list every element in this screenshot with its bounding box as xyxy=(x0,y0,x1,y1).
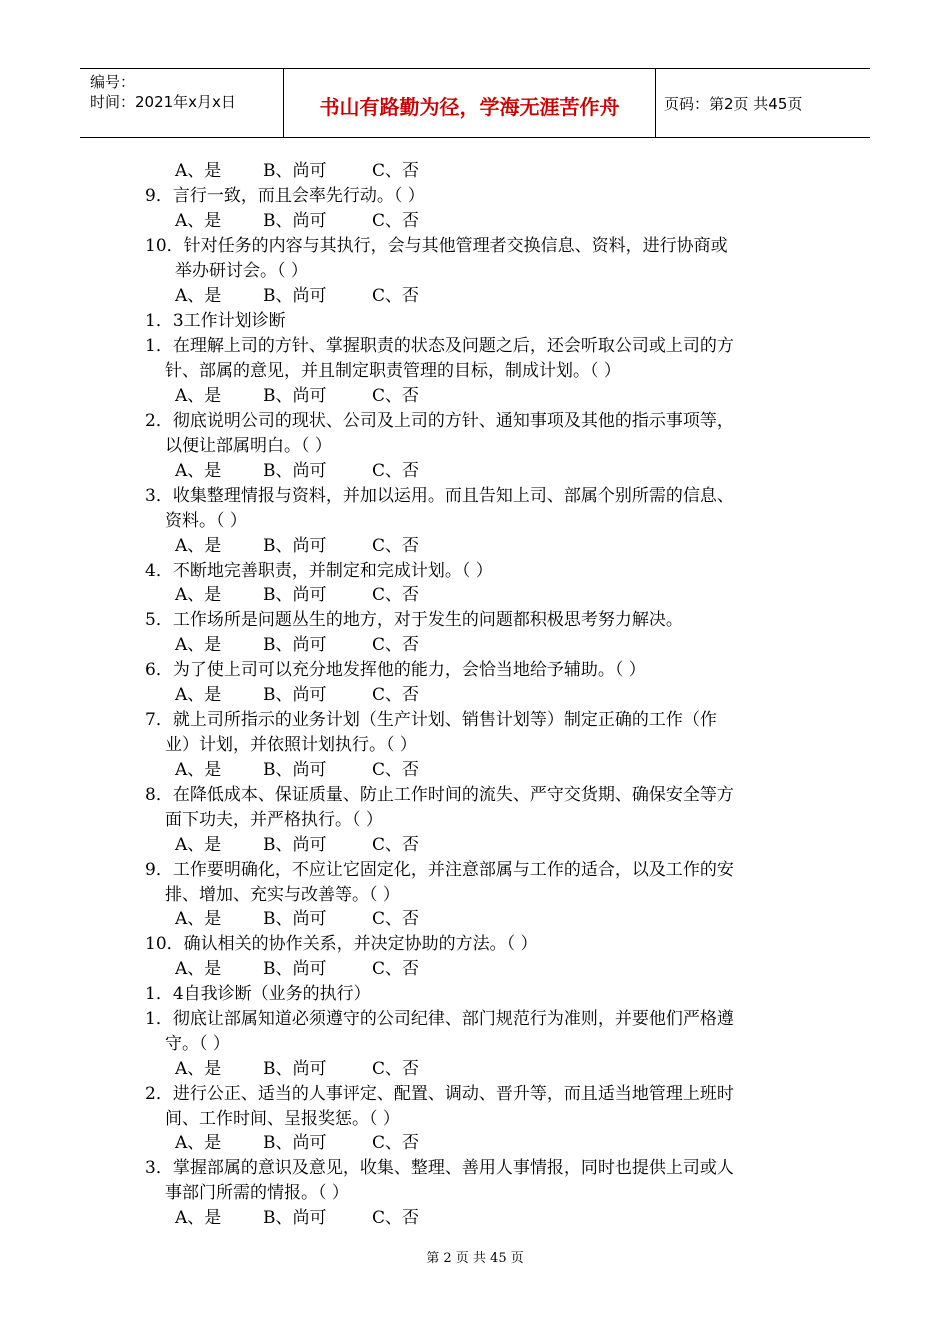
question-line: 10．针对任务的内容与其执行，会与其他管理者交换信息、资料，进行协商或 xyxy=(145,236,728,256)
option-a: A、是 xyxy=(175,461,222,481)
question-line: 4．不断地完善职责，并制定和完成计划。（ ） xyxy=(145,561,493,581)
option-c: C、否 xyxy=(372,536,420,556)
option-c: C、否 xyxy=(372,909,420,929)
option-c: C、否 xyxy=(372,286,420,306)
option-c: C、否 xyxy=(372,835,420,855)
option-a: A、是 xyxy=(175,835,222,855)
option-b: B、尚可 xyxy=(263,685,327,705)
option-a: A、是 xyxy=(175,536,222,556)
option-b: B、尚可 xyxy=(263,585,327,605)
option-b: B、尚可 xyxy=(263,1059,327,1079)
question-line-continued: 事部门所需的情报。（ ） xyxy=(165,1183,349,1203)
option-a: A、是 xyxy=(175,959,222,979)
option-b: B、尚可 xyxy=(263,461,327,481)
header-page-cell xyxy=(655,69,870,137)
option-a: A、是 xyxy=(175,161,222,181)
option-b: B、尚可 xyxy=(263,211,327,231)
question-line: 1．彻底让部属知道必须遵守的公司纪律、部门规范行为准则，并要他们严格遵 xyxy=(145,1009,734,1029)
page-footer: 第 2 页 共 45 页 xyxy=(426,1251,524,1266)
option-a: A、是 xyxy=(175,635,222,655)
option-a: A、是 xyxy=(175,386,222,406)
question-line-continued: 举办研讨会。（ ） xyxy=(175,261,308,281)
option-b: B、尚可 xyxy=(263,161,327,181)
option-c: C、否 xyxy=(372,1133,420,1153)
option-a: A、是 xyxy=(175,760,222,780)
section-heading: 1．4自我诊断（业务的执行） xyxy=(145,984,371,1004)
question-line: 3．掌握部属的意识及意见，收集、整理、善用人事情报，同时也提供上司或人 xyxy=(145,1158,734,1178)
option-c: C、否 xyxy=(372,211,420,231)
option-b: B、尚可 xyxy=(263,909,327,929)
question-line: 9．工作要明确化，不应让它固定化，并注意部属与工作的适合，以及工作的安 xyxy=(145,860,734,880)
option-a: A、是 xyxy=(175,1059,222,1079)
option-a: A、是 xyxy=(175,685,222,705)
option-c: C、否 xyxy=(372,585,420,605)
question-line-continued: 排、增加、充实与改善等。（ ） xyxy=(165,885,400,905)
question-line: 5．工作场所是问题丛生的地方，对于发生的问题都积极思考努力解决。 xyxy=(145,610,683,630)
question-line: 2．彻底说明公司的现状、公司及上司的方针、通知事项及其他的指示事项等， xyxy=(145,411,734,431)
option-c: C、否 xyxy=(372,1208,420,1228)
option-c: C、否 xyxy=(372,386,420,406)
header-motto-cell xyxy=(283,69,656,137)
option-b: B、尚可 xyxy=(263,386,327,406)
question-line: 7．就上司所指示的业务计划（生产计划、销售计划等）制定正确的工作（作 xyxy=(145,710,717,730)
section-heading: 1．3工作计划诊断 xyxy=(145,311,286,331)
option-b: B、尚可 xyxy=(263,536,327,556)
option-b: B、尚可 xyxy=(263,835,327,855)
question-line: 10．确认相关的协作关系，并决定协助的方法。（ ） xyxy=(145,934,538,954)
option-c: C、否 xyxy=(372,959,420,979)
option-b: B、尚可 xyxy=(263,635,327,655)
option-c: C、否 xyxy=(372,461,420,481)
option-c: C、否 xyxy=(372,635,420,655)
question-line-continued: 守。（ ） xyxy=(165,1034,230,1054)
option-b: B、尚可 xyxy=(263,760,327,780)
page-header xyxy=(80,68,870,138)
question-line-continued: 针、部属的意见，并且制定职责管理的目标，制成计划。（ ） xyxy=(165,361,621,381)
question-line-continued: 资料。（ ） xyxy=(165,511,247,531)
question-line: 1．在理解上司的方针、掌握职责的状态及问题之后，还会听取公司或上司的方 xyxy=(145,336,734,356)
option-a: A、是 xyxy=(175,1208,222,1228)
option-b: B、尚可 xyxy=(263,1208,327,1228)
option-c: C、否 xyxy=(372,1059,420,1079)
question-line: 6．为了使上司可以充分地发挥他的能力，会恰当地给予辅助。（ ） xyxy=(145,660,646,680)
question-line: 2．进行公正、适当的人事评定、配置、调动、晋升等，而且适当地管理上班时 xyxy=(145,1084,734,1104)
question-line-continued: 间、工作时间、呈报奖惩。（ ） xyxy=(165,1109,400,1129)
option-a: A、是 xyxy=(175,211,222,231)
question-line: 3．收集整理情报与资料，并加以运用。而且告知上司、部属个别所需的信息、 xyxy=(145,486,734,506)
option-b: B、尚可 xyxy=(263,1133,327,1153)
question-line: 9．言行一致，而且会率先行动。（ ） xyxy=(145,186,425,206)
question-line-continued: 业）计划，并依照计划执行。（ ） xyxy=(165,735,417,755)
question-line-continued: 面下功夫，并严格执行。（ ） xyxy=(165,810,383,830)
option-b: B、尚可 xyxy=(263,959,327,979)
option-b: B、尚可 xyxy=(263,286,327,306)
question-line: 8．在降低成本、保证质量、防止工作时间的流失、严守交货期、确保安全等方 xyxy=(145,785,734,805)
option-c: C、否 xyxy=(372,760,420,780)
document-number-label: 编号： xyxy=(90,73,136,91)
option-a: A、是 xyxy=(175,585,222,605)
header-page-number: 页码：第2页 共45页 xyxy=(664,95,803,113)
header-motto: 书山有路勤为径，学海无涯苦作舟 xyxy=(319,95,620,119)
option-a: A、是 xyxy=(175,1133,222,1153)
option-c: C、否 xyxy=(372,685,420,705)
option-c: C、否 xyxy=(372,161,420,181)
option-a: A、是 xyxy=(175,909,222,929)
header-meta-cell xyxy=(80,69,283,137)
document-date-label: 时间：2021年x月x日 xyxy=(90,93,236,111)
option-a: A、是 xyxy=(175,286,222,306)
question-line-continued: 以便让部属明白。（ ） xyxy=(165,436,332,456)
